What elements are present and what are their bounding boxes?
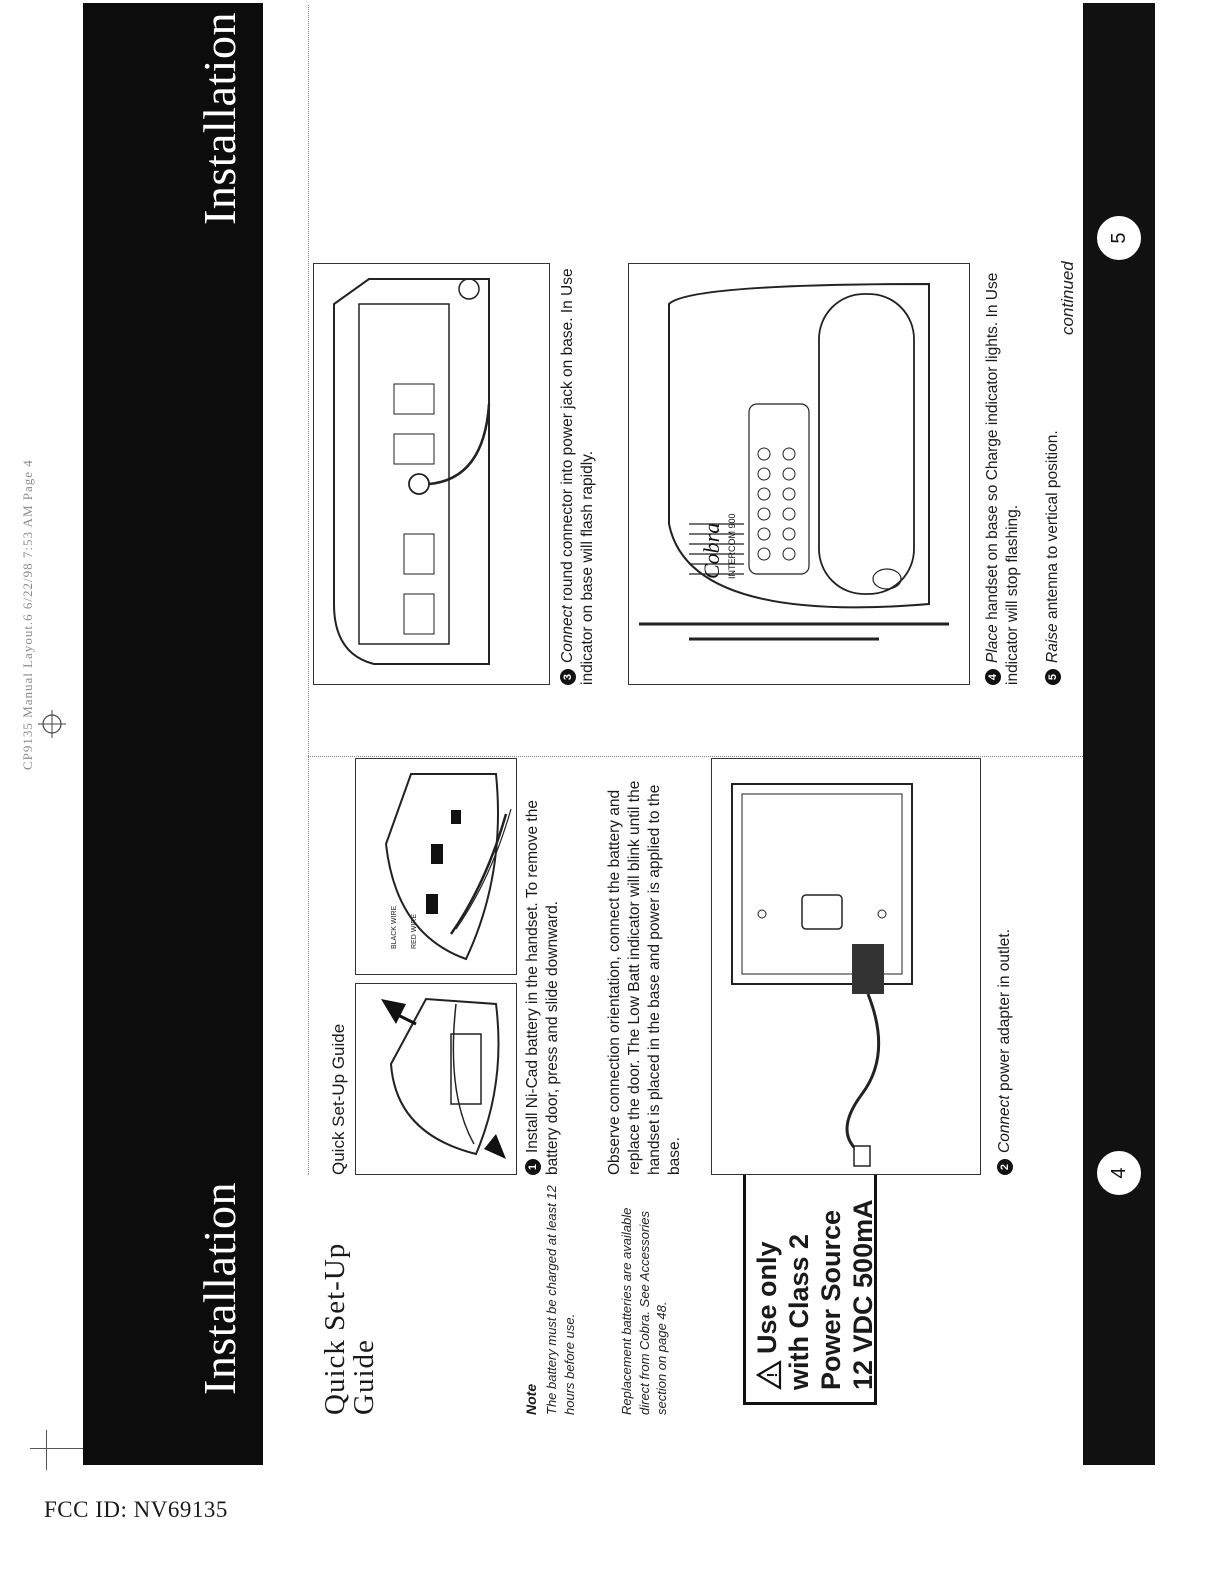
battery-door-illustration [355, 983, 517, 1175]
fcc-id-label: FCC ID: NV69135 [44, 1497, 228, 1522]
manual-spread [83, 3, 1155, 1465]
left-header-bar [83, 235, 263, 1465]
step-2-verb: Connect [996, 1095, 1013, 1153]
phone-brand-label: Cobra [699, 522, 724, 579]
note-text-replacement: Replacement batteries are available direct from Cobra. See Accessories section on page 48. [619, 1207, 670, 1415]
step-2-number: 2 [997, 1159, 1013, 1175]
quick-setup-subhead: Quick Set-Up Guide [329, 1023, 348, 1175]
warning-line2: with Class 2 [783, 1233, 814, 1390]
warning-line1: Use only [752, 1241, 782, 1354]
registration-crosshair-icon [38, 710, 66, 738]
note-text-charge: The battery must be charged at least 12 hours before use. [544, 1185, 577, 1415]
warning-line4: 12 VDC 500mA [847, 1199, 878, 1390]
page-number-4: 4 [1097, 1151, 1141, 1195]
note-label: Note [523, 1383, 539, 1415]
step-3 [558, 265, 598, 685]
step-2 [995, 755, 1015, 1175]
top-rule [308, 5, 309, 1175]
step-4 [983, 265, 1023, 685]
crop-mark-horizontal [30, 1448, 90, 1449]
right-section-title: Installation [194, 12, 245, 225]
outlet-illustration [711, 758, 981, 1175]
step-5-number: 5 [1045, 669, 1061, 685]
phone-base-illustration [628, 263, 970, 685]
bottom-strip [1083, 3, 1155, 1465]
black-wire-label: BLACK WIRE [391, 905, 398, 949]
battery-connector-illustration [355, 758, 517, 975]
step-4-verb: Place [984, 624, 1001, 663]
step-5-text: antenna to vertical position. [1044, 430, 1061, 624]
page-title-line2: Guide [348, 1339, 380, 1415]
step-3-number: 3 [560, 669, 576, 685]
page-title-line1: Quick Set-Up [319, 1242, 351, 1415]
continued-label: continued [1058, 261, 1077, 335]
step-3-text: round connector into power jack on base. In Use indicator on base will flash rapidly. [559, 268, 597, 685]
warning-triangle-icon [756, 1360, 782, 1390]
warning-line3: Power Source [815, 1209, 846, 1390]
step-1-text: Install Ni-Cad battery in the handset. To remove the battery door, press and slide downward. [524, 800, 562, 1175]
power-warning-box [743, 1155, 877, 1405]
scan-header-line: CP9135 Manual Layout.6 6/22/98 7:53 AM Page 4 [20, 459, 35, 770]
step-2-text: power adapter in outlet. [996, 928, 1013, 1096]
svg-text:!: ! [763, 1372, 781, 1378]
step-1 [523, 755, 563, 1175]
phone-model-label: INTERCOM 900 [727, 513, 737, 579]
step-3-verb: Connect [559, 605, 576, 663]
step-4-number: 4 [985, 669, 1001, 685]
page-number-5: 5 [1097, 216, 1141, 260]
red-wire-label: RED WIRE [411, 914, 418, 949]
page-title [321, 1135, 379, 1415]
crop-mark-vertical [46, 1430, 47, 1470]
step-4-text: handset on base so Charge indicator lights. In Use indicator will stop flashing. [984, 272, 1022, 685]
page-gutter-left [308, 756, 1083, 757]
base-rear-illustration [313, 263, 550, 685]
step-1-detail: Observe connection orientation, connect the battery and replace the door. The Low Batt indicator will blink until the handset is placed in the base and power is applied to the base. [606, 780, 684, 1175]
step-5-verb: Raise [1044, 623, 1061, 663]
left-section-title: Installation [194, 1182, 245, 1395]
step-1-number: 1 [525, 1159, 541, 1175]
right-header-bar [83, 3, 263, 235]
